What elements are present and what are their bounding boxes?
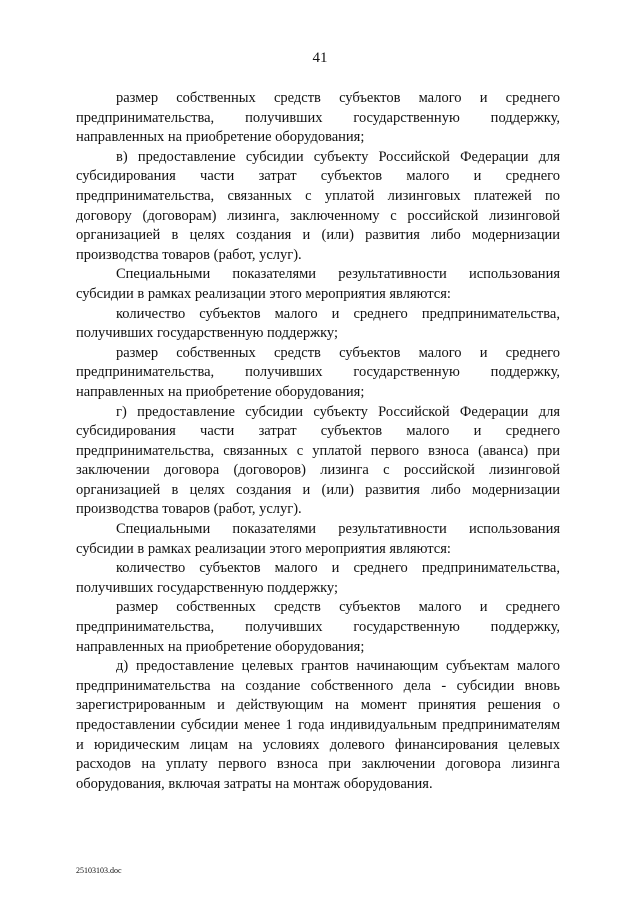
paragraph-equipment-funds-2: размер собственных средств субъектов малого и среднего предпринимательства, получивших государственную поддержку, направленных на приобретение оборудования; [76, 344, 560, 400]
paragraph-indicators-intro-2: Специальными показателями результативности использования субсидии в рамках реализации этого мероприятия являются: [76, 521, 560, 557]
page-number: 41 [312, 50, 328, 66]
paragraph-item-d-startup-grants: д) предоставление целевых грантов начинающим субъектам малого предпринимательства на создание собственного дела - субсидии вновь зарегистрированным и действующим на момент принятия решения о предоставлении субсидии менее 1 года индивидуальным предпринимателям и юридическим лицам на условиях долевого финансирования целевых расходов на уплату первого взноса при заключении договора лизинга оборудования, включая затраты на монтаж оборудования. [76, 658, 560, 792]
paragraph-sme-count-1: количество субъектов малого и среднего предпринимательства, получивших государственную поддержку; [76, 305, 560, 342]
paragraph-equipment-funds-3: размер собственных средств субъектов малого и среднего предпринимательства, получивших государственную поддержку, направленных на приобретение оборудования; [76, 599, 560, 655]
paragraph-item-v-leasing-payments: в) предоставление субсидии субъекту Российской Федерации для субсидирования части затрат субъектов малого и среднего предпринимательства, связанных с уплатой лизинговых платежей по договору (договорам) лизинга, заключенному с российской лизинговой организацией в целях создания и (или) развития либо модернизации производства товаров (работ, услуг). [76, 148, 560, 263]
document-body [76, 89, 560, 794]
paragraph-item-g-first-installment: г) предоставление субсидии субъекту Российской Федерации для субсидирования части затрат субъектов малого и среднего предпринимательства, связанных с уплатой первого взноса (аванса) при заключении договора (договоров) лизинга с российской лизинговой организацией в целях создания и (или) развития либо модернизации производства товаров (работ, услуг). [76, 403, 560, 518]
paragraph-indicators-intro-1: Специальными показателями результативности использования субсидии в рамках реализации этого мероприятия являются: [76, 266, 560, 302]
paragraph-sme-count-2: количество субъектов малого и среднего предпринимательства, получивших государственную поддержку; [76, 560, 560, 596]
document-filename: 25103103.doc [76, 866, 122, 875]
paragraph-equipment-funds-1: размер собственных средств субъектов малого и среднего предпринимательства, получивших государственную поддержку, направленных на приобретение оборудования; [76, 90, 560, 146]
